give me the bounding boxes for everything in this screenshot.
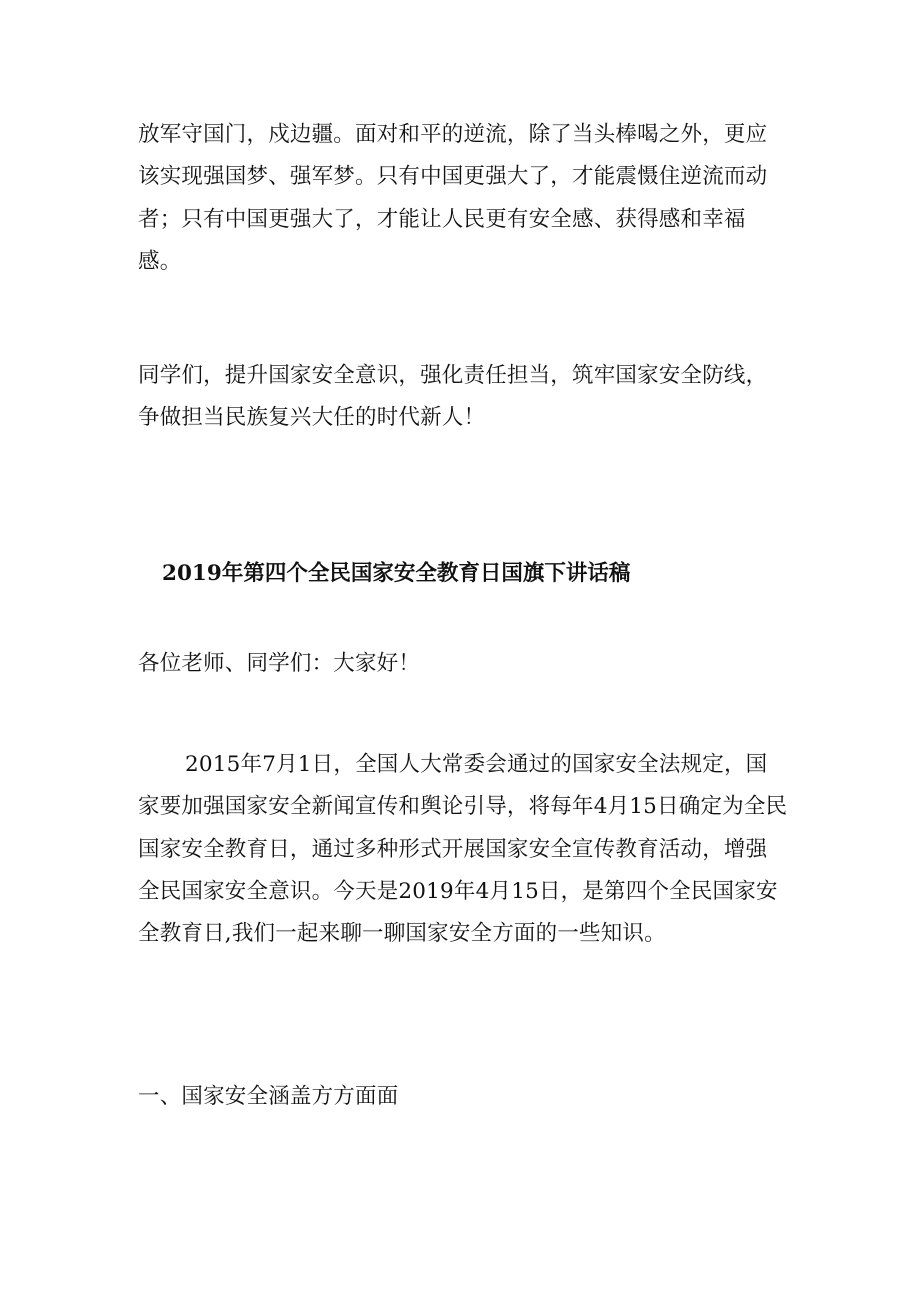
section-heading-text: 一、国家安全涵盖方方面面 <box>138 1084 399 1109</box>
paragraph-security-law <box>138 744 788 955</box>
greeting <box>138 643 788 685</box>
greeting-text: 各位老师、同学们：大家好！ <box>138 651 421 676</box>
paragraph-strong-nation <box>138 114 788 283</box>
paragraph-call-to-action <box>138 355 788 440</box>
speech-title: 2019年第四个全民国家安全教育日国旗下讲话稿 <box>162 561 631 586</box>
paragraph-text: 2015年7月1日，全国人大常委会通过的国家安全法规定，国家要加强国家安全新闻宣传和舆论引导，将每年4月15日确定为全民国家安全教育日，通过多种形式开展国家安全宣传教育活动，增强全民国家安全意识。今天是2019年4月15日，是第四个全民国家安全教育日,我们一起来聊一聊国家安全方面的一些知识。 <box>138 752 788 947</box>
paragraph-text: 同学们，提升国家安全意识，强化责任担当，筑牢国家安全防线，争做担当民族复兴大任的时代新人！ <box>138 363 768 431</box>
paragraph-text: 放军守国门，戍边疆。面对和平的逆流，除了当头棒喝之外，更应该实现强国梦、强军梦。只有中国更强大了，才能震慑住逆流而动者；只有中国更强大了，才能让人民更有安全感、获得感和幸福感。 <box>138 122 768 274</box>
section-heading <box>138 1076 788 1118</box>
